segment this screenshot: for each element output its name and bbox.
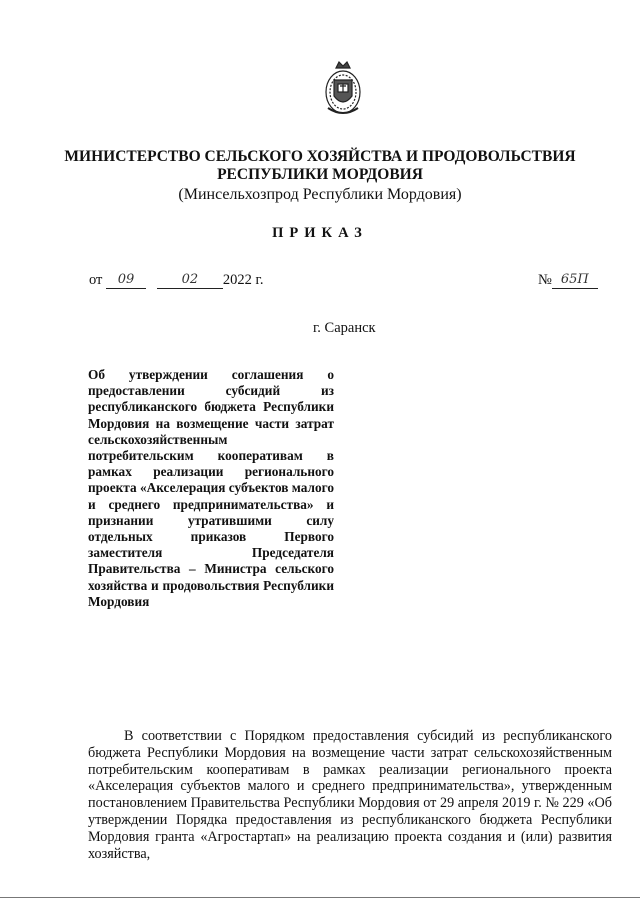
coat-of-arms-icon — [322, 58, 364, 118]
order-subject — [88, 367, 334, 610]
number-value: 65П — [552, 272, 598, 289]
order-subject-text: Об утверждении соглашения о предоставлении субсидий из республиканского бюджета Республики Мордовия на возмещение части затрат сельскохозяйственным потребительским кооперативам в рамках реализации регионального проекта «Акселерация субъектов малого и среднего предпринимательства» и признании утратившими силу отдельных приказов Первого заместителя Председателя Правительства – Министра сельского хозяйства и продовольствия Республики Мордовия — [88, 367, 334, 609]
order-date — [89, 272, 263, 289]
page-footer-rule — [0, 897, 640, 898]
number-prefix: № — [538, 272, 552, 288]
date-day: 09 — [106, 272, 146, 289]
city: г. Саранск — [313, 320, 376, 336]
ministry-short-name: (Минсельхозпрод Республики Мордовия) — [178, 186, 462, 203]
ministry-name-line1: МИНИСТЕРСТВО СЕЛЬСКОГО ХОЗЯЙСТВА И ПРОДОВОЛЬСТВИЯ — [64, 148, 576, 165]
order-number — [538, 272, 598, 289]
date-month: 02 — [157, 272, 223, 289]
document-type-title: ПРИКАЗ — [272, 225, 368, 241]
ministry-name-line2: РЕСПУБЛИКИ МОРДОВИЯ — [217, 166, 423, 183]
body-paragraph: В соответствии с Порядком предоставления субсидий из республиканского бюджета Республики Мордовия на возмещение части затрат сельскохозяйственным потребительским кооперативам в рамках реализации регионального проекта «Акселерация субъектов малого и среднего предпринимательства», утвержденным постановлением Правительства Республики Мордовия от 29 апреля 2019 г. № 229 «Об утверждении Порядка предоставления из республиканского бюджета Республики Мордовия гранта «Агростартап» на реализацию проекта создания и (или) развития хозяйства, — [88, 728, 612, 862]
date-prefix: от — [89, 272, 103, 288]
date-year: 2022 г. — [222, 272, 264, 288]
